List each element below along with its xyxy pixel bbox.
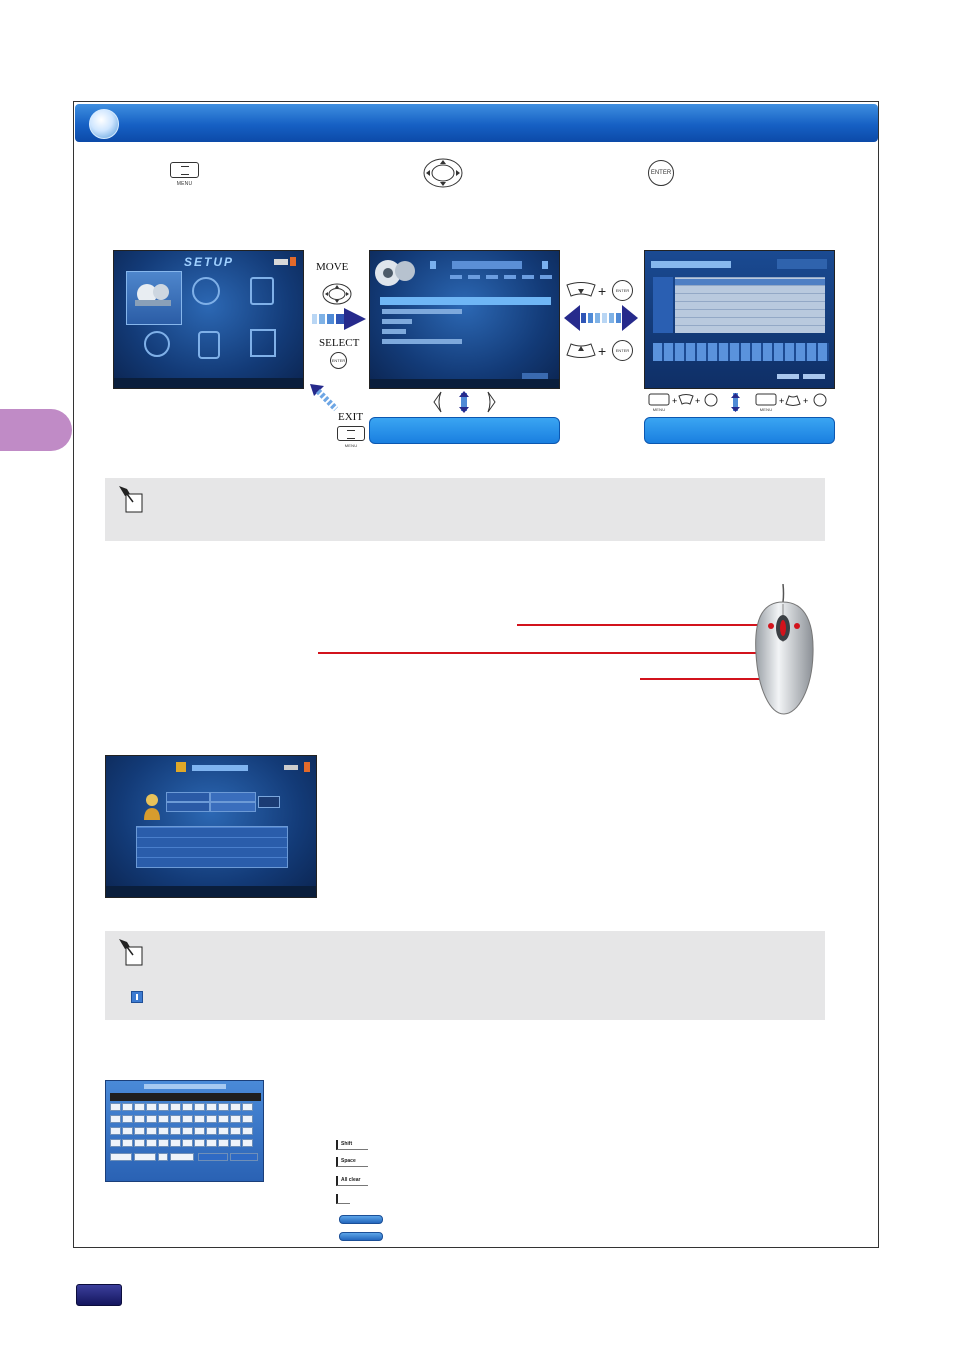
svg-text:+: +	[779, 396, 785, 406]
note-box	[105, 478, 825, 541]
schedule-key-combination-icons	[648, 393, 834, 413]
login-user-field	[210, 792, 256, 802]
forward-arrow-icon	[312, 308, 366, 330]
setup-tile-system-icon	[250, 329, 276, 357]
record-menu-left-chevron-icon	[430, 261, 436, 269]
down-key-icon	[566, 281, 596, 299]
login-user-label-cell	[166, 792, 210, 802]
down-enter-icon: ENTER	[612, 280, 633, 301]
record-menu-right-chevron-icon	[542, 261, 548, 269]
schedule-side-column	[653, 277, 673, 333]
plus-sign: +	[598, 283, 607, 299]
left-up-down-right-keys-icon	[431, 391, 499, 413]
up-key-icon	[566, 341, 596, 359]
record-menu-item	[382, 339, 462, 344]
login-badge	[284, 765, 298, 770]
schedule-hour-row	[653, 343, 829, 361]
exit-menu-key-icon	[337, 426, 365, 441]
setup-screen-badge	[274, 259, 288, 265]
setup-tile-clock-icon	[144, 331, 170, 357]
cancel-button-icon	[339, 1232, 383, 1241]
all-clear-key-icon: All clear	[336, 1176, 368, 1186]
shift-key-icon: Shift	[336, 1140, 368, 1150]
svg-text:+: +	[803, 396, 809, 406]
move-dpad-icon	[322, 283, 352, 305]
setup-tile-lock-icon	[198, 331, 220, 359]
back-arrow-icon	[310, 384, 338, 412]
record-menu-footer	[370, 379, 560, 389]
login-title	[192, 765, 248, 771]
record-menu-title-bar	[452, 261, 522, 269]
schedule-ok-button	[777, 374, 799, 379]
onscreen-keyboard-screenshot	[105, 1080, 264, 1182]
schedule-screenshot	[644, 250, 835, 389]
schedule-menu-key-label: MENU	[652, 407, 666, 412]
plus-sign: +	[598, 343, 607, 359]
note-box-2	[105, 931, 825, 1020]
login-user-icon	[142, 792, 162, 820]
schedule-grid	[675, 277, 825, 333]
backspace-key-icon	[336, 1194, 350, 1204]
mouse-icon	[750, 584, 818, 718]
select-label: SELECT	[319, 337, 360, 349]
schedule-menu-key-label-2: MENU	[759, 407, 773, 412]
login-exit-icon	[304, 762, 310, 772]
note-pin-icon	[117, 937, 147, 967]
schedule-logo	[777, 259, 827, 269]
record-menu-item	[382, 309, 462, 314]
up-enter-icon: ENTER	[612, 340, 633, 361]
login-screenshot	[105, 755, 317, 898]
setup-screen-title: SETUP	[183, 255, 234, 269]
record-menu-item	[382, 319, 412, 324]
menu-key-icon	[170, 162, 199, 178]
exit-label: EXIT	[338, 411, 364, 423]
record-menu-item-selected	[380, 297, 551, 305]
record-menu-screenshot	[369, 250, 560, 389]
setup-screen-footer	[114, 378, 304, 388]
login-key-icon	[176, 762, 186, 772]
keyboard-title-bar	[144, 1084, 226, 1089]
record-menu-caption-box	[369, 417, 560, 444]
section-header-bar	[75, 104, 878, 142]
login-enter-button	[258, 796, 280, 808]
move-label: MOVE	[316, 261, 349, 273]
keyboard-input-field	[110, 1093, 261, 1101]
setup-screen-exit-icon	[290, 257, 296, 266]
schedule-grid-header	[675, 279, 825, 285]
login-user-table	[136, 826, 288, 868]
svg-text:+: +	[695, 396, 701, 406]
select-enter-icon: ENTER	[330, 352, 347, 369]
login-footer	[106, 886, 317, 897]
record-menu-tab-strip	[450, 275, 554, 279]
note-pin-icon	[117, 484, 147, 514]
page-number-tab	[76, 1284, 122, 1306]
login-password-label-cell	[166, 802, 210, 812]
schedule-cancel-button	[803, 374, 825, 379]
enter-key-icon: ENTER	[648, 160, 674, 186]
keyboard-key-grid	[110, 1103, 261, 1163]
schedule-title-bar	[651, 261, 731, 268]
setup-menu-screenshot	[113, 250, 304, 389]
exit-menu-key-label: MENU	[344, 443, 358, 448]
section-header-orb-icon	[89, 109, 119, 139]
ok-button-icon	[339, 1215, 383, 1224]
wheel-leader-line	[318, 652, 784, 654]
direction-pad-icon	[422, 157, 464, 189]
login-password-field	[210, 802, 256, 812]
setup-tile-camera	[126, 271, 182, 325]
record-menu-item	[382, 329, 406, 334]
menu-key-label: MENU	[176, 181, 193, 187]
info-marker-icon	[131, 991, 143, 1003]
left-button-leader-line	[517, 624, 773, 626]
space-key-icon: Space	[336, 1157, 368, 1167]
double-arrow-icon	[564, 305, 638, 331]
svg-text:+: +	[672, 396, 678, 406]
chapter-side-tab	[0, 409, 72, 451]
schedule-caption-box	[644, 417, 835, 444]
setup-tile-network-icon	[192, 277, 220, 305]
setup-tile-storage-icon	[250, 277, 274, 305]
